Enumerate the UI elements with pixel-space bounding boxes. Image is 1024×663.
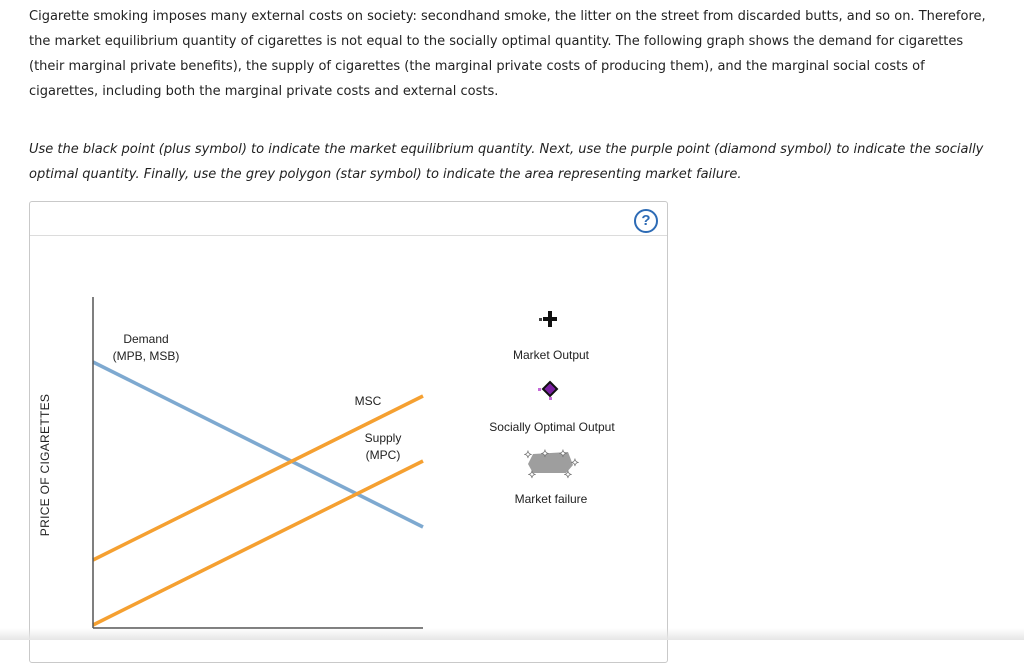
plus-dot-icon (539, 318, 542, 321)
plus-icon (543, 311, 557, 327)
demand-label-line1: Demand (123, 332, 169, 346)
svg-text:✦: ✦ (523, 450, 533, 461)
market-output-label: Market Output (512, 348, 590, 362)
msc-label: MSC (354, 394, 382, 408)
diamond-dot-icon-bottom (549, 397, 552, 400)
bottom-fade (0, 628, 1024, 640)
market-failure-tool[interactable] (524, 449, 579, 481)
y-axis-label: PRICE OF CIGARETTES (38, 393, 52, 537)
help-icon[interactable]: ? (634, 209, 658, 233)
supply-label-line2: (MPC) (365, 448, 401, 462)
svg-text:✦: ✦ (570, 458, 580, 469)
socially-optimal-label: Socially Optimal Output (489, 420, 615, 434)
question-instructions: Use the black point (plus symbol) to indicate the market equilibrium quantity. Next, use the purple point (diamond symbol) to indicate the socially optimal quantity. Finally, use the grey polygon (star symbol) to indicate the area representing market failure. (29, 142, 984, 182)
svg-text:✦: ✦ (540, 449, 550, 460)
market-failure-label: Market failure (514, 492, 588, 506)
demand-label-line2: (MPB, MSB) (112, 349, 180, 363)
question-intro: Cigarette smoking imposes many external costs on society: secondhand smoke, the litter on the street from discarded butts, and so on. Therefore, the market equilibrium quantity of cigarettes is not equal to the socially optimal quantity. The following graph shows the demand for cigarettes (their marginal private benefits), the supply of cigarettes (the marginal private costs of producing them), and the marginal social costs of cigarettes, including both the marginal private costs and external costs. (29, 9, 986, 99)
diamond-dot-icon (538, 388, 541, 391)
market-output-tool[interactable] (539, 311, 557, 327)
socially-optimal-tool[interactable] (538, 382, 557, 400)
svg-text:✦: ✦ (527, 470, 537, 481)
supply-curve (93, 461, 423, 625)
msc-curve (93, 396, 423, 560)
svg-text:✦: ✦ (558, 449, 568, 460)
supply-label-line1: Supply (364, 431, 402, 445)
svg-text:✦: ✦ (563, 470, 573, 481)
diamond-icon (543, 382, 557, 396)
